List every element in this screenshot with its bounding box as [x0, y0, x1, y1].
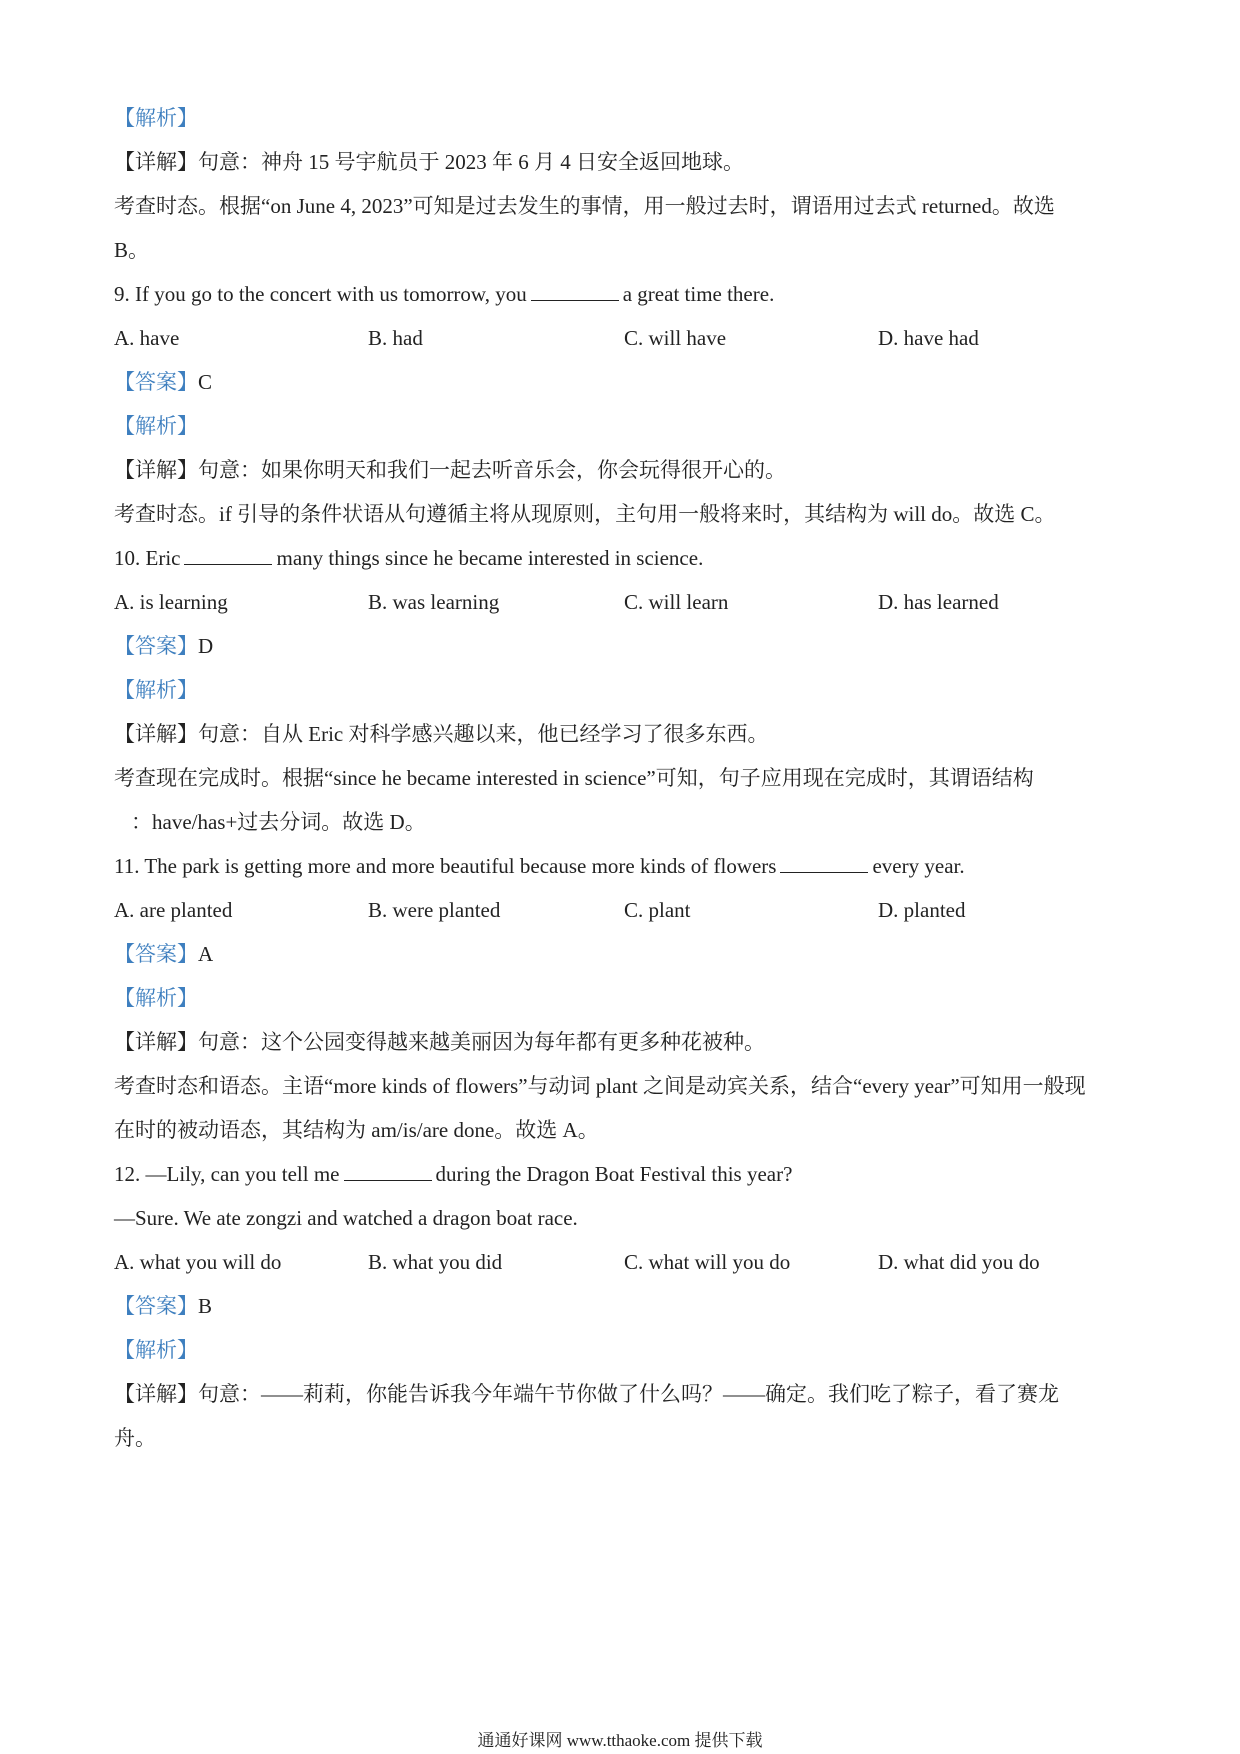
option-a: A. what you will do [114, 1250, 282, 1274]
option-b: B. had [368, 326, 423, 350]
page-footer: 通通好课网 www.tthaoke.com 提供下载 [477, 1731, 763, 1750]
detail-line: 【详解】句意：——莉莉，你能告诉我今年端午节你做了什么吗？——确定。我们吃了粽子，看了赛龙 [114, 1382, 1059, 1406]
option-d: D. has learned [878, 590, 999, 614]
analysis-label: 【解析】 [114, 106, 198, 130]
analysis-label: 【解析】 [114, 678, 198, 702]
detail-line: 【详解】句意：这个公园变得越来越美丽因为每年都有更多种花被种。 [114, 1030, 765, 1054]
option-b: B. were planted [368, 898, 501, 922]
question-stem: 11. The park is getting more and more beautiful because more kinds of flowers every year. [114, 854, 965, 878]
explanation-line: 在时的被动语态，其结构为 am/is/are done。故选 A。 [114, 1118, 599, 1142]
detail-label: 【详解】 [114, 458, 198, 482]
question-stem-line2: —Sure. We ate zongzi and watched a dragon boat race. [114, 1206, 578, 1230]
detail-line: 【详解】句意：自从 Eric 对科学感兴趣以来，他已经学习了很多东西。 [114, 722, 769, 746]
option-b: B. was learning [368, 590, 500, 614]
option-a: A. are planted [114, 898, 233, 922]
answer-line: 【答案】D [114, 634, 214, 658]
detail-line-continued: 舟。 [114, 1426, 156, 1450]
answer-blank [780, 854, 868, 873]
analysis-label: 【解析】 [114, 986, 198, 1010]
answer-line: 【答案】B [114, 1294, 213, 1318]
option-a: A. is learning [114, 590, 228, 614]
detail-label: 【详解】 [114, 1382, 198, 1406]
answer-line: 【答案】A [114, 942, 214, 966]
answer-line: 【答案】C [114, 370, 213, 394]
analysis-label: 【解析】 [114, 1338, 198, 1362]
option-d: D. what did you do [878, 1250, 1040, 1274]
explanation-line: 考查时态和语态。主语“more kinds of flowers”与动词 plant 之间是动宾关系，结合“every year”可知用一般现 [114, 1074, 1086, 1098]
detail-label: 【详解】 [114, 150, 198, 174]
detail-label: 【详解】 [114, 722, 198, 746]
option-c: C. will have [624, 326, 727, 350]
explanation-line: B。 [114, 238, 150, 262]
detail-line: 【详解】句意：神舟 15 号宇航员于 2023 年 6 月 4 日安全返回地球。 [114, 150, 744, 174]
detail-label: 【详解】 [114, 1030, 198, 1054]
question-stem: 10. Eric many things since he became interested in science. [114, 546, 704, 570]
answer-blank [531, 282, 619, 301]
option-a: A. have [114, 326, 180, 350]
detail-line: 【详解】句意：如果你明天和我们一起去听音乐会，你会玩得很开心的。 [114, 458, 786, 482]
option-d: D. have had [878, 326, 979, 350]
answer-label: 【答案】 [114, 634, 198, 658]
answer-label: 【答案】 [114, 1294, 198, 1318]
option-d: D. planted [878, 898, 966, 922]
question-stem: 12. —Lily, can you tell me during the Dragon Boat Festival this year? [114, 1162, 793, 1186]
answer-label: 【答案】 [114, 942, 198, 966]
option-c: C. will learn [624, 590, 729, 614]
option-c: C. what will you do [624, 1250, 791, 1274]
explanation-line: 考查现在完成时。根据“since he became interested in science”可知，句子应用现在完成时，其谓语结构 [114, 766, 1034, 790]
explanation-line: ：have/has+过去分词。故选 D。 [131, 810, 426, 834]
explanation-line: 考查时态。if 引导的条件状语从句遵循主将从现原则，主句用一般将来时，其结构为 will do。故选 C。 [114, 502, 1056, 526]
analysis-label: 【解析】 [114, 414, 198, 438]
option-b: B. what you did [368, 1250, 503, 1274]
answer-blank [184, 546, 272, 565]
explanation-line: 考查时态。根据“on June 4, 2023”可知是过去发生的事情，用一般过去时，谓语用过去式 returned。故选 [114, 194, 1055, 218]
question-stem: 9. If you go to the concert with us tomorrow, you a great time there. [114, 282, 775, 306]
answer-blank [344, 1162, 432, 1181]
option-c: C. plant [624, 898, 691, 922]
answer-label: 【答案】 [114, 370, 198, 394]
